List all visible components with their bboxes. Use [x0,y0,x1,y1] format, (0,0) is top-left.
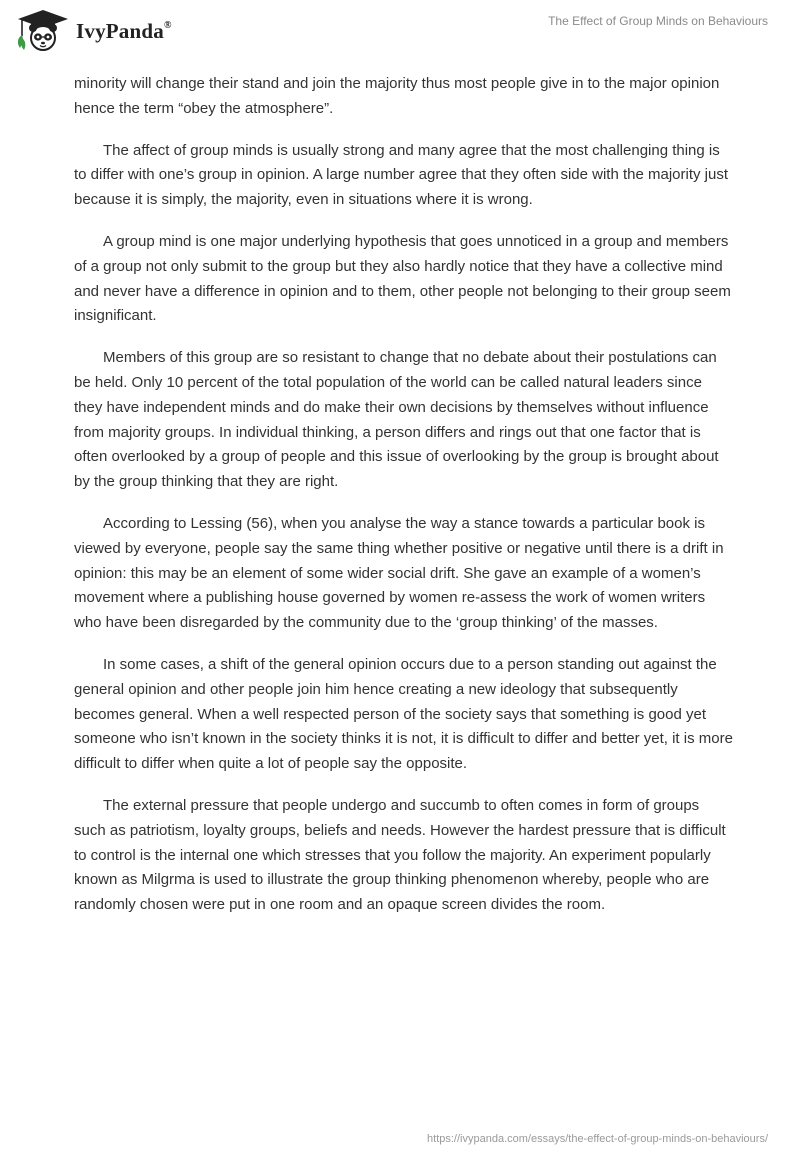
brand-logo[interactable] [14,8,172,52]
paragraph: The external pressure that people undergo and succumb to often comes in form of groups such as patriotism, loyalty groups, beliefs and needs. However the hardest pressure that is difficult to control is the internal one which stresses that you follow the majority. An experiment popularly known as Milgrma is used to illustrate the group thinking phenomenon whereby, people who are randomly chosen were put in one room and an opaque screen divides the room. [74,796,726,914]
page-header [0,0,800,64]
registered-mark: ® [163,19,172,31]
paragraph: In some cases, a shift of the general opinion occurs due to a person standing out against the general opinion and other people join him hence creating a new ideology that subsequently becomes general. When a well respected person of the society says that something is good yet someone who isn’t known in the society thinks it is not, it is difficult to differ and better yet, it is more difficult to differ when quite a lot of people say the opposite. [74,655,733,773]
document-title: The Effect of Group Minds on Behaviours [548,14,768,28]
paragraph: The affect of group minds is usually strong and many agree that the most challenging thing is to differ with one’s group in opinion. A large number agree that they often side with the majority just because it is simply, the majority, even in situations where it is wrong. [74,141,729,209]
paragraph: A group mind is one major underlying hypothesis that goes unnoticed in a group and members of a group not only submit to the group but they also hardly notice that they have a collective mind and never have a difference in opinion and to them, other people not belonging to their group seem insignificant. [74,232,731,325]
source-url[interactable]: https://ivypanda.com/essays/the-effect-of-group-minds-on-behaviours/ [427,1133,768,1145]
paragraph: minority will change their stand and join the majority thus most people give in to the major opinion hence the term “obey the atmosphere”. [74,75,720,117]
paragraph: Members of this group are so resistant to change that no debate about their postulations can be held. Only 10 percent of the total population of the world can be called natural leaders since they have independent minds and do make their own decisions by themselves without influence from majority groups. In individual thinking, a person differs and rings out that one factor that is often overlooked by a group of people and this issue of overlooking by the group is brought about by the group thinking that they are right. [74,349,719,491]
brand-name: IvyPanda® [76,18,172,43]
paragraph: According to Lessing (56), when you analyse the way a stance towards a particular book is viewed by everyone, people say the same thing whether positive or negative until there is a drift in opinion: this may be an element of some wider social drift. She gave an example of a women’s movement where a publishing house governed by women re-assess the work of women writers who have been disregarded by the community due to the ‘group thinking’ of the masses. [74,514,724,632]
panda-graduate-icon [14,8,72,52]
essay-body [74,72,734,935]
